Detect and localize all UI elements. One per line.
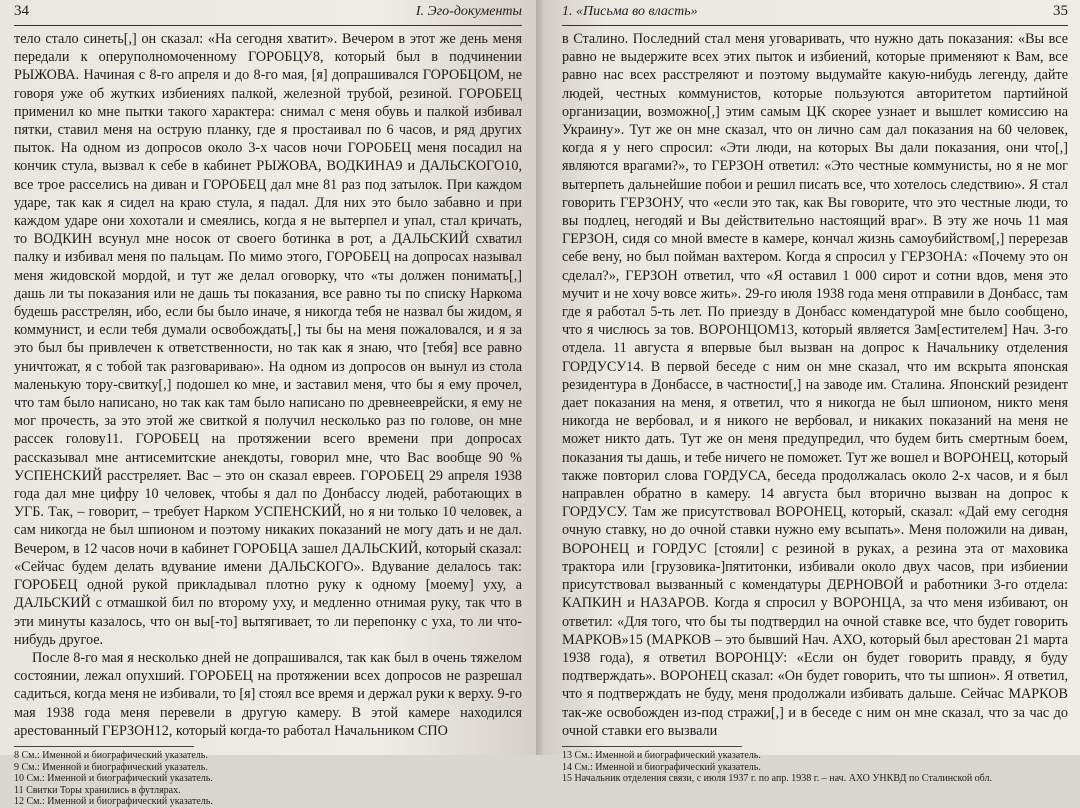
paragraph: тело стало синеть[,] он сказал: «На сегодня хватит». Вечером в этот же день меня передали к оперуполномоченному ГОРОБЦУ8, который был в подчинении РЫЖОВА. Начиная с 8-го апреля и до 8-го мая, [я] допрашивался ГОРОБЦОМ, не говоря уже об жутких избиениях палкой, железной трубой, резиной. ГОРОБЕЦ применил ко мне пытки такого характера: снимал с меня обувь и палкой избивал пятки, ставил меня на острую планку, где я простаивал по 6 часов, и ряд других пыток. На одном из допросов около 3-х часов ночи ГОРОБЕЦ меня посадил на кончик стула, вызвал к себе в кабинет РЫЖОВА, ВОДКИНА9 и ДАЛЬСКОГО10, все трое расселись на диван и ГОРОБЕЦ дал мне 81 раз под затылок. При каждом ударе, так как я сидел на краю стула, я падал. Для них это было забавно и при каждом ударе они хохотали и смеялись, когда я не вытерпел и упал, стал кричать, то ВОДКИН всунул мне носок от своего ботинка в рот, а ДАЛЬСКИЙ схватил палку и избивал меня по пальцам. По мимо этого, ГОРОБЕЦ на допросах называл меня жидовской мордой, и тут же делал оговорку, что «ты должен понимать[,] дашь ли ты показания или не дашь ты показания, все равно ты по списку Наркома будешь расстрелян, ибо, если бы было иначе, я никогда тебя не назвал бы жидом, я коммунист, и если тебя думали освобождать[,] ты бы на меня пожаловался, и я за это был бы привлечен к ответственности, но так как я знаю, что [тебя] все равно уничтожат, я с тобой так разговариваю». На одном из допросов он вынул из стола маленькую тору-свитку[,] подошел ко мне, и заставил меня, что бы я ему прочел, что там было написано, но так как там было написано по древнееврейски, я ему не мог прочесть, за это этой же свиткой я получил несколько раз по голове, он мне рассек голову11. ГОРОБЕЦ на протяжении всего времени при допросах рассказывал мне антисемитские анекдоты, говорил мне, что Вас вообще 90 % УСПЕНСКИЙ расстреляет. Вас – это он сказал евреев. ГОРОБЕЦ 29 апреля 1938 года дал мне цифру 10 человек, чтобы я дал по Донбассу людей, работающих в УГБ. Так, – говорит, – требует Нарком УСПЕНСКИЙ, но я ни только 10 человек, а сам никогда не был шпионом и поэтому никаких показаний не могу дать и не дал. Вечером, в 12 часов ночи в кабинет ГОРОБЦА зашел ДАЛЬСКИЙ, который сказал: «Сейчас будем делать вдувание имени ДАЛЬСКОГО». Вдувание делалось так: ГОРОБЕЦ одной рукой прикладывал плотно руку к одному [моему] уху, а ДАЛЬСКИЙ с отмашкой бил по второму уху, и медленно отнимая руку, так что в эти минуты казалось, что он вы[-то] вытягивает, то ли перепонку с уха, то ли что-нибудь другое. [14,31,522,648]
left-body-text [14,30,522,740]
header-rule [14,25,522,26]
paragraph: в Сталино. Последний стал меня уговаривать, что нужно дать показания: «Вы все равно не выдержите всех этих пыток и избиений, которые применяют к Вам, все равно нас всех расстреляют и поэтому выдумайте какую-нибудь легенду, дайте людей, честных коммунистов, которые пользуются авторитетом партийной организации, возможно[,] этим самым ЦК скорее узнает и вышлет комиссию на Украину». Тут же он мне сказал, что он лично сам дал показания на 60 человек, когда я у него спросил: «Эти люди, на которых Вы дали показания, они что[,] являются врагами?», то ГЕРЗОН ответил: «Это честные коммунисты, но я не мог вытерпеть дальнейшие побои и решил писать все, что хотелось следствию». Я стал говорить ГЕРЗОНУ, что «если это так, как Вы говорите, что это честные люди, то вы подлец, негодяй и Вы действительно настоящий враг». В эту же ночь 11 мая ГЕРЗОН, сидя со мной вместе в камере, кончал жизнь самоубийством[,] перерезав себе вену, но был пойман вахтером. Когда я спросил у ГЕРЗОНА: «Почему это он сделал?», ГЕРЗОН ответил, что «Я оставил 1 000 сирот и сотни вдов, меня это мучит и не хочу вовсе жить». 29-го июля 1938 года меня отправили в Донбасс, там где я работал 5-ть лет. По приезду в Донбасс комендатурой мне было сообщено, что я числюсь за тов. ВОРОНЦОМ13, который является Зам[естителем] Нач. 3-го отдела. 11 августа я впервые был вызван на допрос к Начальнику отделения ГОРДУСУ14. В первой беседе с ним он мне сказал, что им вскрыта японская резидентура в Донбассе, в частности[,] на заводе им. Сталина. Японский резидент дает показания на меня, я ответил, что я никогда не был шпионом, никто меня никогда не вербовал, и я никого не вербовал, и никаких показаний на меня не может никто дать. Тут же он меня предупредил, что будем бить смертным боем, показания ты дашь, и тебе ничего не поможет. Тут же вошел и ВОРОНЕЦ, который также повторил слова ГОРДУСА, беседа продолжалась около 2-х часов, и я был направлен обратно в камеру. 14 августа был вторично вызван на допрос к ГОРДУСУ. Там же присутствовал ВОРОНЕЦ, который, сказал: «Дай ему сегодня очную ставку, но до очной ставки нужно ему всыпать». Меня положили на диван, ВОРОНЕЦ и ГОРДУС [стояли] с резиной в руках, а резина эта от маховика трактора или [грузовика-]пятитонки, избивали около двух часов, при избиении присутствовал вызванный с комендатуры ДЕРНОВОЙ и работники 3-го отдела: КАПКИН и НАЗАРОВ. Когда я спросил у ВОРОНЦА, за что меня избивают, он ответил: «Для того, что бы ты подтвердил на очной ставке все, что будет говорить МАРКОВ»15 (МАРКОВ – это бывший Нач. АХО, который был арестован 21 марта 1938 года), я ответил ВОРОНЦУ: «Если он будет говорить правду, я буду подтверждать». ВОРОНЕЦ сказал: «Он будет говорить, что ты шпион». Я ответил, что я подтверждать не буду, меня продолжали избивать дальше. Сейчас МАРКОВ так-же освобожден из-под стражи[,] и в беседе с ним он мне сказал, что за час до очной ставки его вызвали [562,31,1068,739]
footnote: 8 См.: Именной и биографический указатель. [14,749,208,761]
right-footnotes [562,750,1068,785]
footnote: 9 См.: Именной и биографический указатель. [14,761,208,773]
footnote-rule [14,746,194,747]
right-page [540,0,1080,785]
header-rule [562,25,1068,26]
footnote: 13 См.: Именной и биографический указатель. [562,749,761,761]
left-footnotes [14,750,522,808]
running-head: I. Эго-документы [415,4,522,19]
footnote: 11 Свитки Торы хранились в футлярах. [14,784,181,796]
footnote-rule [562,746,742,747]
book-gutter-shadow [536,0,544,755]
right-body-text [562,30,1068,740]
running-head: 1. «Письма во власть» [562,4,698,19]
page-number: 35 [1053,3,1068,19]
footnote: 15 Начальник отделения связи, с июля 1937 г. по апр. 1938 г. – нач. АХО УНКВД по Сталинской обл. [562,773,993,785]
footnote: 12 См.: Именной и биографический указатель. [14,796,213,808]
left-page-header [14,3,522,25]
page-number: 34 [14,3,29,19]
paragraph: После 8-го мая я несколько дней не допрашивался, так как был в очень тяжелом состоянии, лежал опухший. ГОРОБЕЦ на протяжении всех допросов не разрешал садиться, когда меня не избивали, то [я] стоял все время и держал руки к верху. 9-го мая 1938 года меня перевели в другую камеру. В этой камере находился арестованный ГЕРЗОН12, который когда-то работал Начальником СПО [14,649,522,739]
footnote: 14 См.: Именной и биографический указатель. [562,761,761,773]
right-page-header [562,3,1068,25]
footnote: 10 См.: Именной и биографический указатель. [14,773,213,785]
